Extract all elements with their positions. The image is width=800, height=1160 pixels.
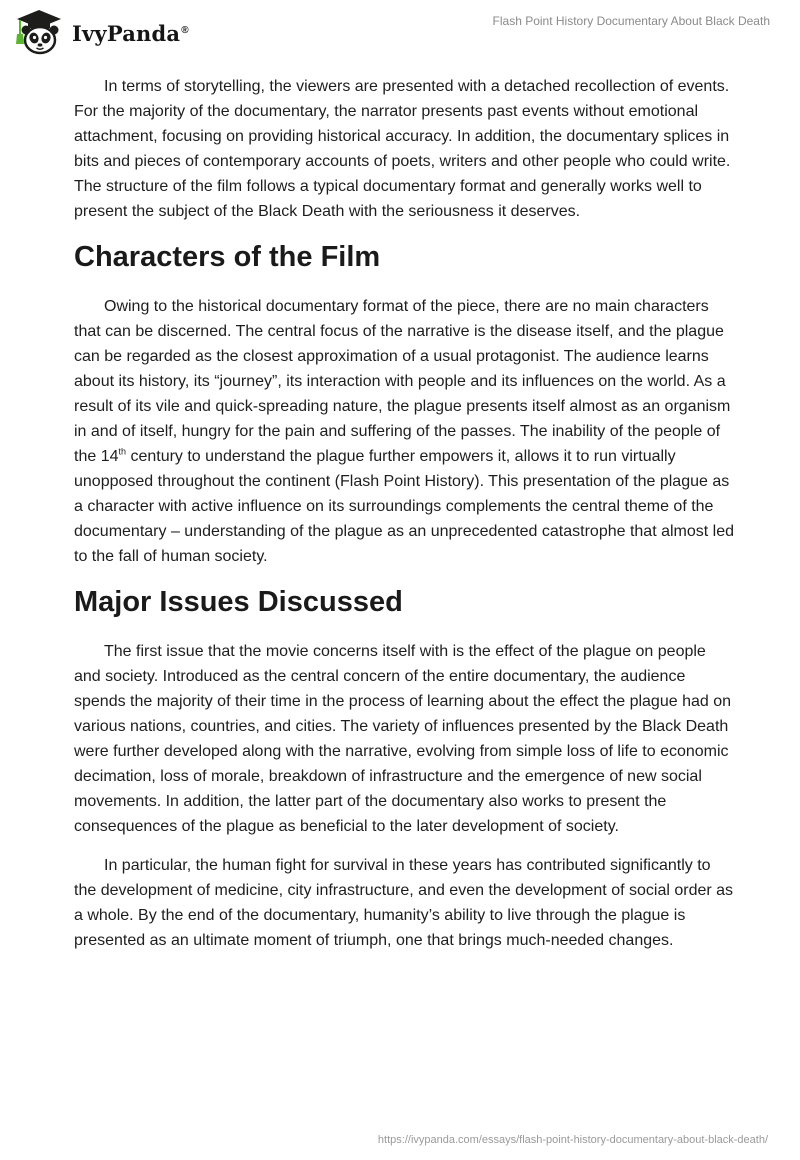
paragraph-characters-part2: century to understand the plague further empowers it, allows it to run virtually unopposed throughout the continent (Flash Point History). This presentation of the plague as a character with active influence on its surroundings complements the central theme of the documentary – understanding of the plague as an unprecedented catastrophe that almost led to the fall of human society. (74, 448, 735, 565)
registered-mark: ® (181, 24, 189, 36)
document-title: Flash Point History Documentary About Black Death (492, 14, 770, 28)
paragraph-first-issue: The first issue that the movie concerns itself with is the effect of the plague on people and society. Introduced as the central concern of the entire documentary, the audience spends the majority of their time in the process of learning about the effect the plague had on various nations, countries, and cities. The variety of influences presented by the Black Death were further developed along with the narrative, evolving from simple loss of life to economic decimation, loss of morale, breakdown of infrastructure and the emergence of new social movements. In addition, the latter part of the documentary also works to present the consequences of the plague as beneficial to the later development of society. (74, 643, 732, 835)
brand-name: IvyPanda® (72, 20, 189, 46)
heading-characters: Characters of the Film (74, 241, 381, 273)
heading-major-issues: Major Issues Discussed (74, 586, 403, 618)
ivypanda-logo[interactable] (14, 8, 189, 56)
page-header (0, 0, 800, 70)
paragraph-characters-part1: Owing to the historical documentary format of the piece, there are no main characters that can be discerned. The central focus of the narrative is the disease itself, and the plague can be regarded as the closest approximation of a usual protagonist. The audience learns about its history, its “journey”, its interaction with people and its influences on the world. As a result of its vile and quick-spreading nature, the plague presents itself almost as an organism in and of itself, hungry for the pain and suffering of the passes. The inability of the people of the 14 (74, 298, 731, 465)
source-url[interactable]: https://ivypanda.com/essays/flash-point-history-documentary-about-black-death/ (377, 1134, 768, 1146)
paragraph-storytelling: In terms of storytelling, the viewers are presented with a detached recollection of events. For the majority of the documentary, the narrator presents past events without emotional attachment, focusing on providing historical accuracy. In addition, the documentary splices in bits and pieces of contemporary accounts of poets, writers and other people who could write. The structure of the film follows a typical documentary format and generally works well to present the subject of the Black Death with the seriousness it deserves. (74, 78, 731, 220)
essay-body (74, 70, 734, 967)
paragraph-survival: In particular, the human fight for survival in these years has contributed significantly to the development of medicine, city infrastructure, and even the development of social order as a whole. By the end of the documentary, humanity’s ability to live through the plague is presented as an ultimate moment of triumph, one that brings much-needed changes. (74, 857, 734, 949)
panda-graduate-icon (14, 8, 64, 56)
paragraph-characters (74, 294, 734, 569)
ordinal-suffix: th (118, 446, 126, 457)
